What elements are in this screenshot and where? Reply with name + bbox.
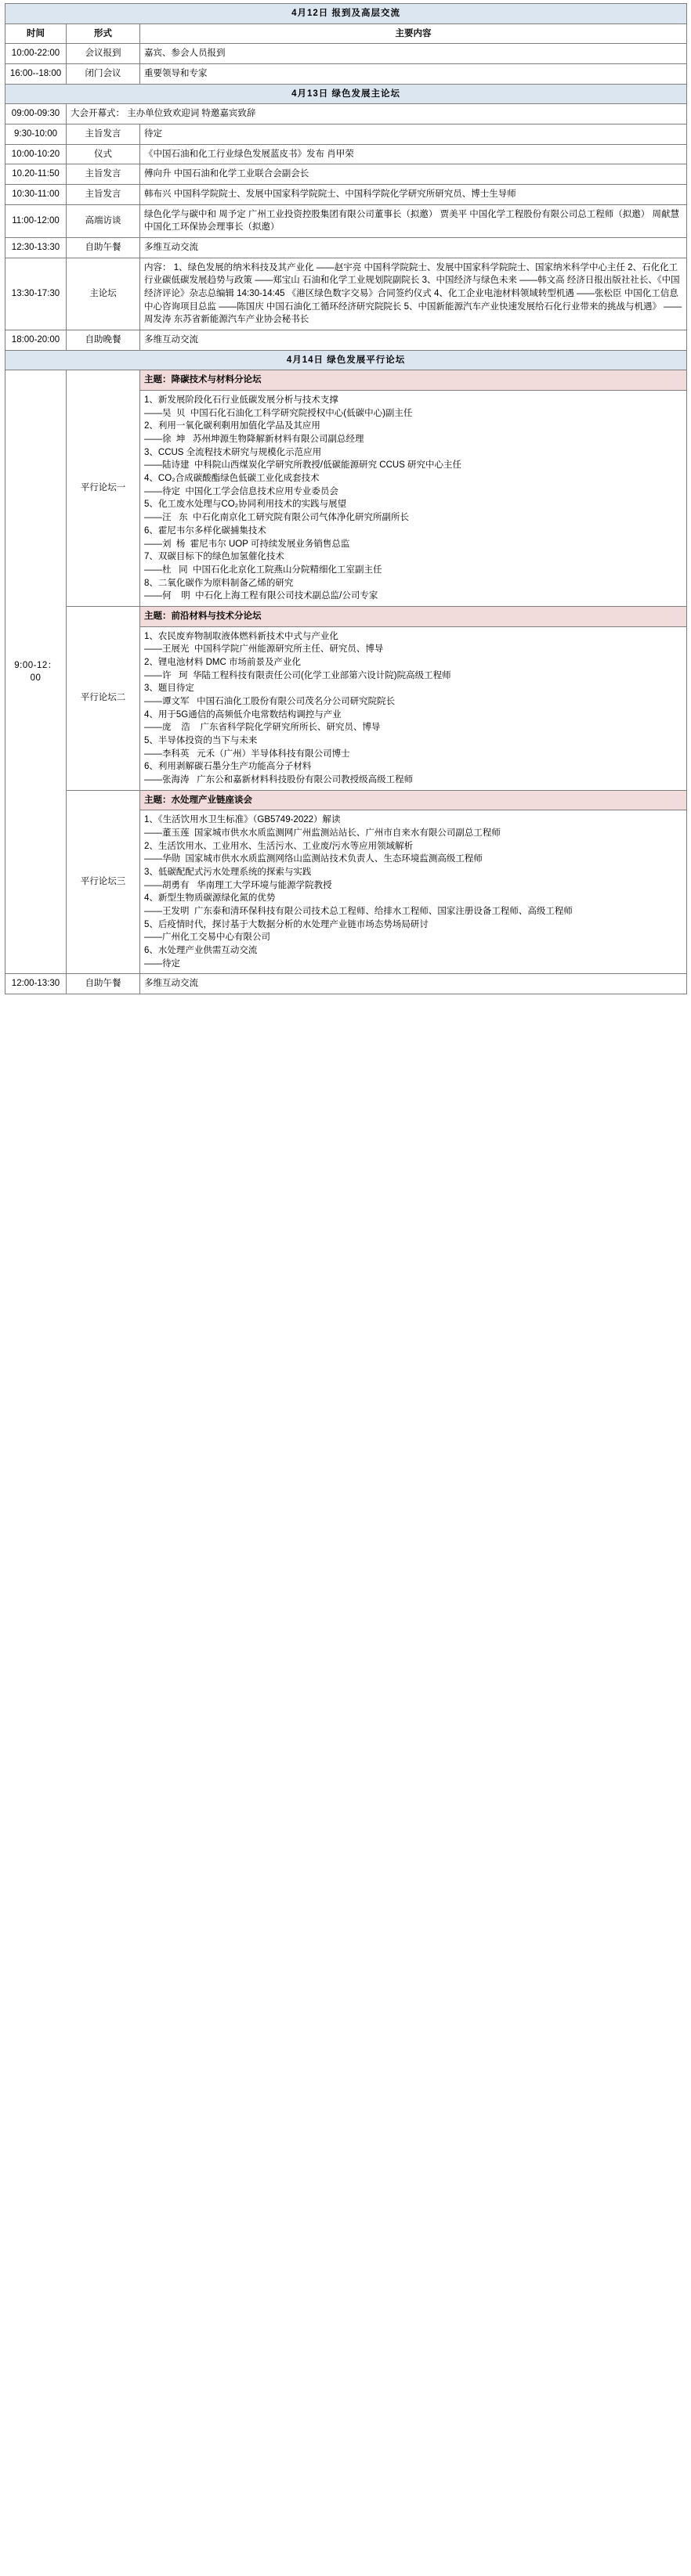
banner-row-day2 (5, 84, 687, 104)
forum-item: ——许 珂 华陆工程科技有限责任公司(化学工业部第六设计院)院高级工程师 (144, 670, 451, 680)
table-row (5, 144, 687, 164)
forum-item: 5、后疫情时代，探讨基于大数据分析的水处理产业链市场态势场局研讨 (144, 919, 429, 929)
forum-item: ——徐 坤 苏州坤源生物降解新材料有限公司副总经理 (144, 435, 364, 445)
forum-items-2 (140, 626, 687, 790)
header-row (5, 23, 687, 44)
banner-row-day1 (5, 4, 687, 24)
row-form: 主旨发言 (67, 124, 140, 145)
forum-item: 3、题目待定 (144, 684, 194, 694)
table-row (5, 370, 687, 391)
row-form: 仪式 (67, 144, 140, 164)
table-row (5, 164, 687, 185)
forum-item: ——王展光 中国科学院广州能源研究所主任、研究员、博导 (144, 644, 384, 655)
forum-item: 3、低碳配配式污水处理系统的探索与实践 (144, 867, 312, 877)
agenda-sheet (0, 0, 691, 1002)
row-content: 重要领导和专家 (140, 64, 687, 85)
forum-item: 4、用于5G通信的高频低介电常数结构调控与产业 (144, 709, 342, 720)
forum-item: ——董玉莲 国家城市供水水质监测网广州监测站站长、广州市自来水有限公司副总工程师 (144, 828, 501, 838)
forum-label-3: 平行论坛三 (67, 790, 140, 974)
table-row (5, 64, 687, 85)
forum-item: ——胡勇有 华南理工大学环境与能源学院教授 (144, 880, 332, 890)
forum-item: 1、农民废弃物制取液体燃料新技术中式与产业化 (144, 631, 338, 641)
row-time: 10:00-10:20 (5, 144, 67, 164)
forum-item: 2、锂电池材料 DMC 市场前景及产业化 (144, 657, 301, 667)
forum-item: 3、CCUS 全流程技术研究与规模化示范应用 (144, 447, 322, 457)
row-time: 11:00-12:00 (5, 204, 67, 237)
forum-title-1: 主题：降碳技术与材料分论坛 (140, 370, 687, 391)
table-row (5, 330, 687, 351)
row-time: 9:30-10:00 (5, 124, 67, 145)
row-content: 待定 (140, 124, 687, 145)
forum-item: 8、二氧化碳作为原料制备乙烯的研究 (144, 578, 294, 588)
forum-item: ——杜 同 中国石化北京化工院燕山分院精细化工室副主任 (144, 565, 382, 575)
forum-item: 5、半导体投资的当下与未来 (144, 735, 258, 745)
row-time: 16:00--18:00 (5, 64, 67, 85)
row-form: 自助午餐 (67, 238, 140, 258)
forum-item: ——华勋 国家城市供水水质监测网络山监测站技术负责人、生态环境监测高级工程师 (144, 854, 483, 864)
table-row (5, 258, 687, 330)
row-time: 9:00-12：00 (5, 370, 67, 974)
forum-item: ——刘 杨 霍尼韦尔 UOP 可持续发展业务销售总监 (144, 539, 350, 549)
table-row (5, 44, 687, 64)
forum-label-1: 平行论坛一 (67, 370, 140, 606)
row-time: 10:00-22:00 (5, 44, 67, 64)
forum-item: 7、双碳目标下的绿色加氢催化技术 (144, 552, 284, 562)
row-time: 10.20-11:50 (5, 164, 67, 185)
row-time: 10:30-11:00 (5, 185, 67, 205)
forum-item: ——吴 贝 中国石化石油化工科学研究院授权中心(低碳中心)副主任 (144, 408, 413, 418)
agenda-table (5, 3, 687, 994)
forum-item: ——谭文军 中国石油化工股份有限公司茂名分公司研究院院长 (144, 696, 396, 706)
row-form: 主论坛 (67, 258, 140, 330)
forum-title-2: 主题：前沿材料与技术分论坛 (140, 606, 687, 626)
forum-item: ——庞 浩 广东省科学院化学研究所所长、研究员、博导 (144, 723, 381, 733)
row-form: 主旨发言 (67, 185, 140, 205)
row-form: 高端访谈 (67, 204, 140, 237)
forum-item: 4、CO₂合成碳酸酯绿色低碳工业化成套技术 (144, 474, 320, 484)
banner-day2: 4月13日 绿色发展主论坛 (5, 84, 687, 104)
forum-item: 6、霍尼韦尔多样化碳捕集技术 (144, 525, 266, 536)
forum-item: ——汪 东 中石化南京化工研究院有限公司气体净化研究所副所长 (144, 513, 409, 523)
row-form: 会议报到 (67, 44, 140, 64)
forum-item: ——李科英 元禾（广州）半导体科技有限公司博士 (144, 749, 350, 759)
header-content: 主要内容 (140, 23, 687, 44)
forum-title-3: 主题：水处理产业链座谈会 (140, 790, 687, 810)
forum-item: 5、化工废水处理与CO₂协同利用技术的实践与展望 (144, 500, 347, 510)
header-form: 形式 (67, 23, 140, 44)
table-row (5, 104, 687, 124)
row-time: 12:00-13:30 (5, 974, 67, 994)
forum-item: 1、《生活饮用水卫生标准》（GB5749-2022）解读 (144, 815, 341, 825)
table-row (5, 606, 687, 626)
forum-label-2: 平行论坛二 (67, 606, 140, 790)
forum-item: ——待定 中国化工学会信息技术应用专业委员会 (144, 486, 338, 496)
banner-day1: 4月12日 报到及高层交流 (5, 4, 687, 24)
row-time: 13:30-17:30 (5, 258, 67, 330)
row-content: 内容： 1、绿色发展的纳米科技及其产业化 ——赵宇亮 中国科学院院士、发展中国家科学院院士、国家纳米科学中心主任 2、石化化工行业碳低碳发展趋势与政策 ——郑宝山 石油和化学工业规划院副院长 3、中国经济与绿色未来 ——韩文高 经济日报出版社社长、《中国经济评论》杂志总编辑 14:30-14:45 《港区绿色数字交易》合同签约仪式 4、化工企业电池材料领域转型机遇 ——张松臣 中国化工信息中心咨询项目总监 ——陈国庆 中国石油化工循环经济研究院院长 5、中国新能源汽车产业快速发展给石化行业带来的挑战与机遇》 ——周发涛 东苏省新能源汽车产业协会秘书长 (140, 258, 687, 330)
row-form: 闭门会议 (67, 64, 140, 85)
forum-item: 6、水处理产业供需互动交流 (144, 945, 258, 955)
forum-item: ——何 明 中石化上海工程有限公司技术副总监/公司专家 (144, 591, 378, 601)
forum-item: ——待定 (144, 958, 180, 969)
header-time: 时间 (5, 23, 67, 44)
row-form-block: 大会开幕式： 主办单位致欢迎词 特邀嘉宾致辞 (67, 104, 687, 124)
row-form: 自助晚餐 (67, 330, 140, 351)
forum-item: 2、生活饮用水、工业用水、生活污水、工业废/污水等应用领域解析 (144, 841, 414, 851)
table-row (5, 185, 687, 205)
table-row (5, 238, 687, 258)
forum-item: 4、新型生物质碳源绿化氮的优势 (144, 893, 276, 904)
forum-item: ——广州化工交易中心有限公司 (144, 933, 270, 943)
row-form: 自助午餐 (67, 974, 140, 994)
forum-items-3 (140, 810, 687, 974)
row-content: 傅向升 中国石油和化学工业联合会副会长 (140, 164, 687, 185)
row-content: 多维互动交流 (140, 238, 687, 258)
forum-item: ——王发明 广东泰和清环保科技有限公司技术总工程师、给排水工程师、国家注册设备工程师、高级工程师 (144, 906, 573, 916)
row-time: 18:00-20:00 (5, 330, 67, 351)
row-time: 09:00-09:30 (5, 104, 67, 124)
forum-item: 6、利用剥解碳石墨分生产功能高分子材料 (144, 762, 312, 772)
row-content: 多维互动交流 (140, 974, 687, 994)
row-content: 嘉宾、参会人员报到 (140, 44, 687, 64)
forum-item: 1、新发展阶段化石行业低碳发展分析与技术支撑 (144, 395, 338, 406)
row-content: 绿色化学与碳中和 周予定 广州工业投资控股集团有限公司董事长（拟邀） 贾美平 中国化学工程股份有限公司总工程师（拟邀） 周献慧 中国化工环保协会理事长（拟邀） (140, 204, 687, 237)
forum-items-1 (140, 391, 687, 607)
table-row (5, 204, 687, 237)
row-content: 韩布兴 中国科学院院士、发展中国家科学院院士、中国科学院化学研究所研究员、博士生导师 (140, 185, 687, 205)
forum-item: ——陆诗建 中科院山西煤炭化学研究所教授/低碳能源研究 CCUS 研究中心主任 (144, 460, 462, 471)
row-form: 主旨发言 (67, 164, 140, 185)
row-content: 《中国石油和化工行业绿色发展蓝皮书》发布 肖甲荣 (140, 144, 687, 164)
banner-row-day3 (5, 350, 687, 370)
forum-item: ——张海涛 广东公和嘉新材料科技股份有限公司教授级高级工程师 (144, 774, 414, 785)
table-row (5, 974, 687, 994)
table-row (5, 124, 687, 145)
banner-day3: 4月14日 绿色发展平行论坛 (5, 350, 687, 370)
table-row (5, 790, 687, 810)
row-content: 多维互动交流 (140, 330, 687, 351)
row-time: 12:30-13:30 (5, 238, 67, 258)
forum-item: 2、利用一氧化碳利剩用加值化学品及其应用 (144, 421, 320, 431)
